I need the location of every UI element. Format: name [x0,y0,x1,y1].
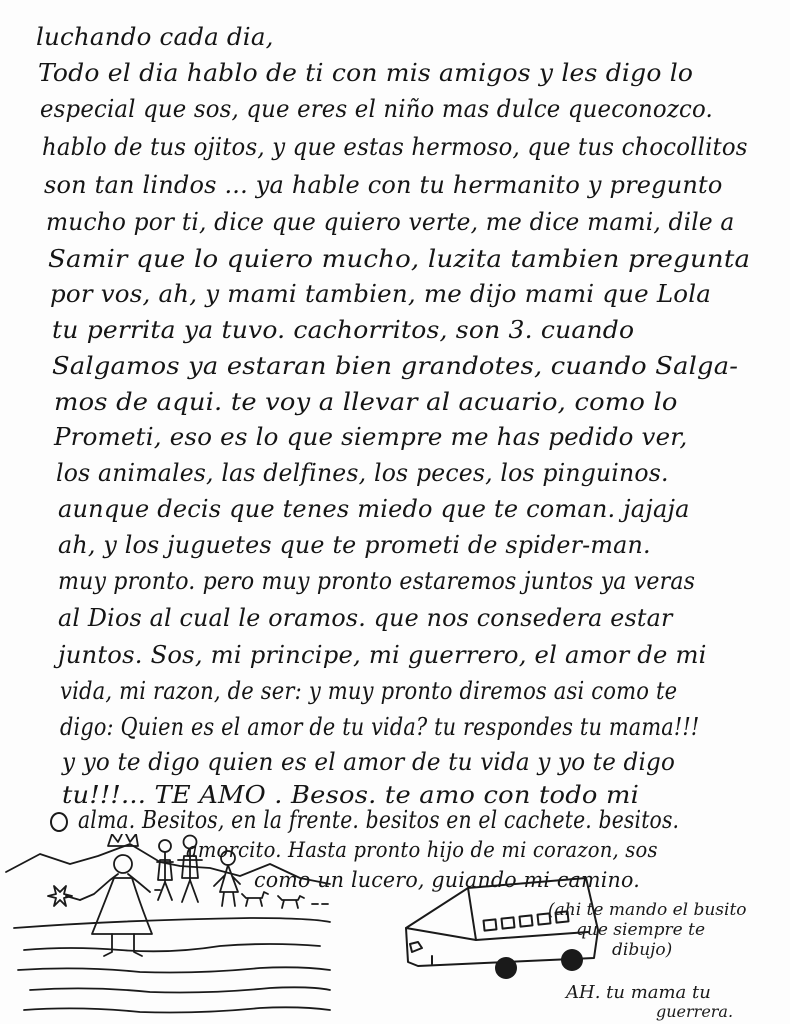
signature-line-1: AH. tu mama tu [566,982,711,1003]
letter-line-19: digo: Quien es el amor de tu vida? tu respondes tu mama!!! [60,712,700,741]
bus-note-line-1: (ahi te mando el busito [548,900,747,920]
letter-line-22: alma. Besitos, en la frente. besitos en el cachete. besitos. [78,805,680,834]
letter-greeting: luchando cada dia, [36,22,274,51]
letter-line-15: muy pronto. pero muy pronto estaremos juntos ya veras [58,566,696,595]
letter-line-2: especial que sos, que eres el niño mas dulce queconozco. [40,94,713,123]
letter-line-23: amorcito. Hasta pronto hijo de mi corazon, sos [186,838,658,862]
letter-line-21: tu!!!... TE AMO . Besos. te amo con todo mi [62,780,640,809]
bus-note-line-3: dibujo) [612,940,673,960]
letter-line-5: mucho por ti, dice que quiero verte, me dice mami, dile a [46,207,735,236]
letter-line-6: Samir que lo quiero mucho, luzita tambien pregunta [48,244,751,273]
letter-line-13: aunque decis que tenes miedo que te coman. jajaja [58,494,690,523]
bus-icon [398,870,608,990]
child-figures [155,836,240,907]
signature-line-2: guerrera. [656,1002,734,1021]
letter-line-4: son tan lindos ... ya hable con tu hermanito y pregunto [44,170,723,199]
letter-line-20: y yo te digo quien es el amor de tu vida y yo te digo [62,747,676,776]
letter-line-17: juntos. Sos, mi principe, mi guerrero, el amor de mi [58,640,707,669]
letter-line-10: mos de aqui. te voy a llevar al acuario, como lo [54,387,678,416]
mountains [6,844,330,884]
letter-line-8: tu perrita ya tuvo. cachorritos, son 3. cuando [52,315,635,344]
princess-figure [48,834,152,956]
water [14,918,330,1013]
bus-note-line-2: que siempre te [576,920,706,940]
bullet-circle [50,812,68,832]
letter-line-7: por vos, ah, y mami tambien, me dijo mami que Lola [50,279,712,308]
letter-line-24: como un lucero, guiando mi camino. [254,868,640,892]
dog-icons [242,892,328,908]
family-drawing [0,834,360,1024]
letter-line-18: vida, mi razon, de ser: y muy pronto diremos asi como te [60,676,678,705]
letter-line-16: al Dios al cual le oramos. que nos consedera estar [58,603,673,632]
letter-line-12: los animales, las delfines, los peces, los pinguinos. [56,458,669,487]
letter-line-14: ah, y los juguetes que te prometi de spider-man. [58,530,651,559]
letter-line-9: Salgamos ya estaran bien grandotes, cuando Salga- [52,351,739,380]
letter-line-11: Prometi, eso es lo que siempre me has pedido ver, [54,422,688,451]
letter-line-1: Todo el dia hablo de ti con mis amigos y les digo lo [38,58,694,87]
letter-line-3: hablo de tus ojitos, y que estas hermoso, que tus chocollitos [42,132,748,161]
